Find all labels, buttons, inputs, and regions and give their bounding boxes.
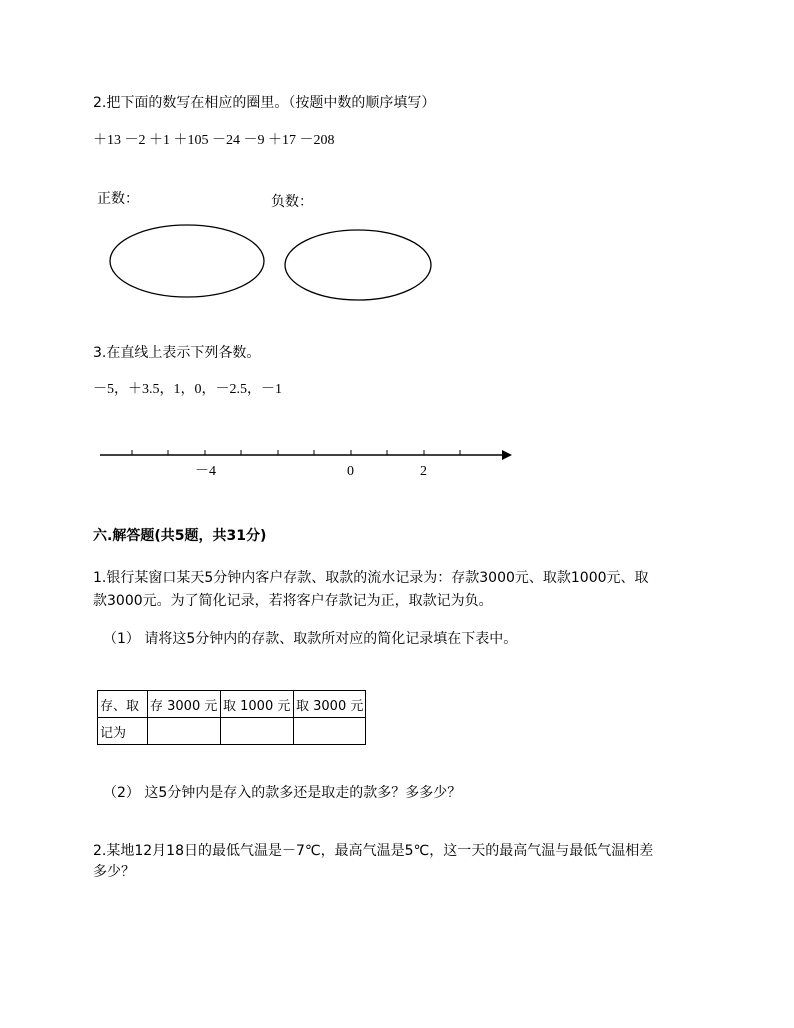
answer-cell[interactable] <box>294 718 366 745</box>
positive-label: 正数： <box>97 191 139 207</box>
table-header-cell: 取 1000 元 <box>221 691 294 718</box>
answer-cell[interactable] <box>221 718 294 745</box>
table-header-row <box>98 691 366 718</box>
p2-line2: 多少？ <box>93 864 135 880</box>
p1-line1: 1.银行某窗口某天5分钟内客户存款、取款的流水记录为：存款3000元、取款1000元、取 <box>93 570 649 586</box>
p1-line2: 款3000元。为了简化记录，若将客户存款记为正，取款记为负。 <box>93 593 493 609</box>
p1-sub2: （2） 这5分钟内是存入的款多还是取走的款多？多多少？ <box>103 785 462 801</box>
table-row-label: 记为 <box>98 718 148 745</box>
q3-title: 3.在直线上表示下列各数。 <box>93 345 261 361</box>
table-header-cell: 存 3000 元 <box>148 691 221 718</box>
tick-label-2: 2 <box>420 464 427 479</box>
record-table <box>97 690 366 745</box>
section-heading: 六.解答题(共5题，共31分) <box>93 528 267 544</box>
table-header-cell: 存、取 <box>98 691 148 718</box>
table-header-cell: 取 3000 元 <box>294 691 366 718</box>
negative-label: 负数： <box>271 194 313 210</box>
q2-numbers: ＋13 －2 ＋1 ＋105 －24 －9 ＋17 －208 <box>93 133 335 148</box>
q3-numbers: －5，＋3.5，1，0，－2.5，－1 <box>93 382 282 397</box>
tick-label-0: 0 <box>347 464 354 479</box>
answer-cell[interactable] <box>148 718 221 745</box>
p1-sub1: （1） 请将这5分钟内的存款、取款所对应的简化记录填在下表中。 <box>103 631 518 647</box>
table-row <box>98 718 366 745</box>
tick-label-neg4: －4 <box>195 464 216 479</box>
p2-line1: 2.某地12月18日的最低气温是－7℃，最高气温是5℃，这一天的最高气温与最低气温相差 <box>93 843 654 859</box>
q2-title: 2.把下面的数写在相应的圈里。（按题中数的顺序填写） <box>93 95 436 111</box>
